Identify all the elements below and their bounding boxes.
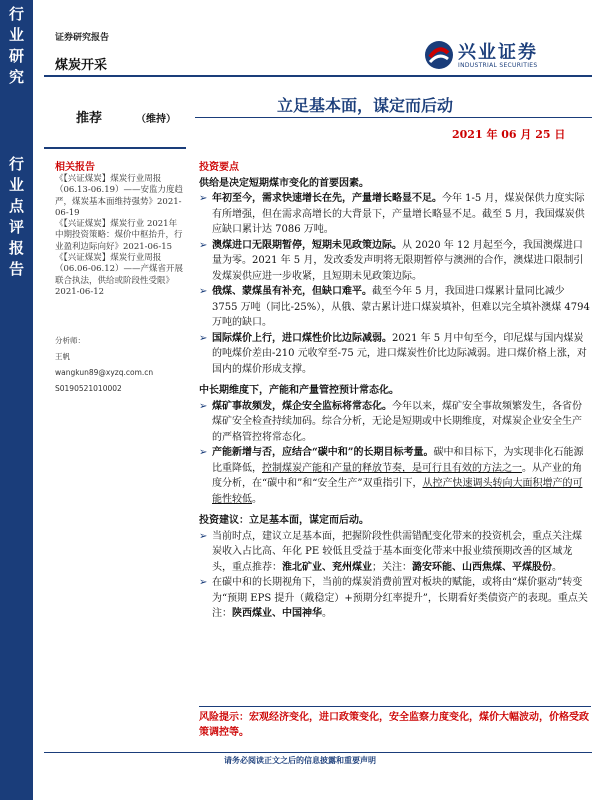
analyst-id: S0190521010002	[55, 384, 122, 393]
analyst-email[interactable]: wangkun89@xyzq.com.cn	[55, 368, 154, 377]
rating-label: 推荐	[76, 111, 103, 126]
side-band-mid-text: 行 业 点 评 报 告	[8, 155, 24, 278]
bullet-item: ➢ 产能新增与否，应结合“碳中和”的长期目标考量。碳中和目标下，为实现非化石能源比重降低，控制煤炭产能和产量的释放节奏，是可行且有效的方法之一。从产业的角度分析，在“碳中和”和“安全生产”双重指引下，从控产快速调头转向大面积增产的可能性较低。	[199, 447, 584, 505]
logo-mark-icon	[424, 40, 454, 70]
title-underline	[195, 117, 592, 118]
bullet-item: ➢ 国际煤价上行，进口煤性价比边际减弱。2021 年 5 月中旬至今，印尼煤与国内煤炭的吨煤价差由-210 元收窄至-75 元，进口煤炭性价比边际减弱。进口煤价格上涨，对国内的煤价形成支撑。	[199, 332, 587, 375]
side-band	[0, 0, 33, 800]
arrow-bullet-icon: ➢	[199, 447, 208, 458]
arrow-bullet-icon: ➢	[199, 530, 208, 542]
report-title: 立足基本面，谋定而后动	[276, 96, 453, 115]
logo-name: 兴业证券	[458, 42, 538, 63]
header-divider	[44, 75, 592, 77]
related-reports-list	[55, 174, 185, 298]
bullet-item: ➢ 当前时点，建议立足基本面，把握阶段性供需错配变化带来的投资机会，重点关注煤炭收入占比高、年化 PE 较低且受益于基本面变化带来中报业绩预期改善的区域龙头，重点推荐：淮北矿业、兖州煤业；关注：潞安环能、山西焦煤、平煤股份。	[199, 530, 582, 573]
related-report-item[interactable]: 《【兴证煤炭】煤炭行业 2021年中期投资策略：煤价中枢抬升，行业盈利边际向好》2021-06-15	[55, 219, 183, 252]
report-type-label: 证券研究报告	[55, 33, 110, 43]
bullet-item: ➢ 煤矿事故频发，煤企安全监标将常态化。今年以来，煤矿安全事故频繁发生，各省份煤矿安全检查持续加码。综合分析，无论是短期或中长期维度，对煤炭企业安全生产的严格管控将常态化。	[199, 400, 582, 443]
logo-subtitle: INDUSTRIAL SECURITIES	[458, 62, 538, 69]
main-content	[199, 160, 591, 622]
footer-disclaimer: 请务必阅读正文之后的信息披露和重要声明	[224, 755, 376, 765]
risk-warning: 风险提示：宏观经济变化，进口政策变化，安全监察力度变化，煤价大幅波动，价格受政策调控等。	[199, 712, 589, 738]
side-band-top-text: 行 业 研 究	[8, 5, 24, 86]
bullet-item: ➢ 在碳中和的长期视角下，当前的煤炭消费前置对板块的赋能，或将由“煤价驱动”转变为“预期 EPS 提升（戴稳定）+预期分红率提升”，长期看好类债资产的表现。重点关注：陕西煤业、中国神华。	[199, 577, 588, 619]
arrow-bullet-icon: ➢	[199, 286, 208, 297]
report-date: 2021 年 06 月 25 日	[452, 128, 566, 141]
section-heading: 供给是决定短期煤市变化的首要因素。	[199, 177, 369, 189]
rating-keep: （维持）	[136, 114, 176, 125]
arrow-bullet-icon: ➢	[199, 193, 208, 204]
related-reports-title: 相关报告	[55, 162, 95, 173]
analyst-name: 王帆	[55, 352, 70, 361]
bullet-item: ➢ 年初至今，需求快速增长在先，产量增长略显不足。今年 1-5 月，煤炭保供力度实际有所增强，但在需求高增长的大背景下，产量增长略显不足。截至 5 月，我国煤炭供应缺口累计达 7086 万吨。	[199, 193, 585, 235]
section-heading: 中长期维度下，产能和产量管控预计常态化。	[199, 385, 399, 396]
arrow-bullet-icon: ➢	[199, 400, 208, 412]
arrow-bullet-icon: ➢	[199, 577, 208, 588]
arrow-bullet-icon: ➢	[199, 239, 208, 251]
footer-divider	[44, 752, 592, 753]
section-heading: 投资建议：立足基本面，谋定而后动。	[199, 515, 369, 526]
arrow-bullet-icon: ➢	[199, 332, 208, 344]
analyst-info	[55, 333, 153, 397]
related-report-item[interactable]: 《【兴证煤炭】煤炭行业周报（06.13-06.19）——安监力度趋严，煤炭基本面维持强势》2021-06-19	[55, 174, 184, 218]
bullet-item: ➢ 俄煤、蒙煤虽有补充，但缺口难平。截至今年 5 月，我国进口煤累计量同比减少 3755 万吨（同比-25%），从俄、蒙古累计进口煤炭填补，但难以完全填补澳煤 4794 万吨的缺口。	[199, 286, 590, 328]
analyst-label: 分析师：	[55, 336, 85, 345]
summary-title: 投资要点	[199, 162, 239, 173]
risk-divider	[199, 706, 591, 707]
related-report-item[interactable]: 《【兴证煤炭】煤炭行业周报（06.06-06.12）——产煤省开展联合执法，供给或阶段性受限》2021-06-12	[55, 253, 184, 297]
industry-title: 煤炭开采	[55, 58, 108, 73]
company-logo	[424, 38, 594, 72]
bullet-item: ➢ 澳煤进口无限期暂停，短期未见政策边际。从 2020 年 12 月起至今，我国澳煤进口量为零。2021 年 5 月，发改委发声明将无限期暂停与澳洲的合作，澳煤进口限制引发煤炭供应进一步收紧，且短期未见政策边际。	[199, 239, 584, 282]
